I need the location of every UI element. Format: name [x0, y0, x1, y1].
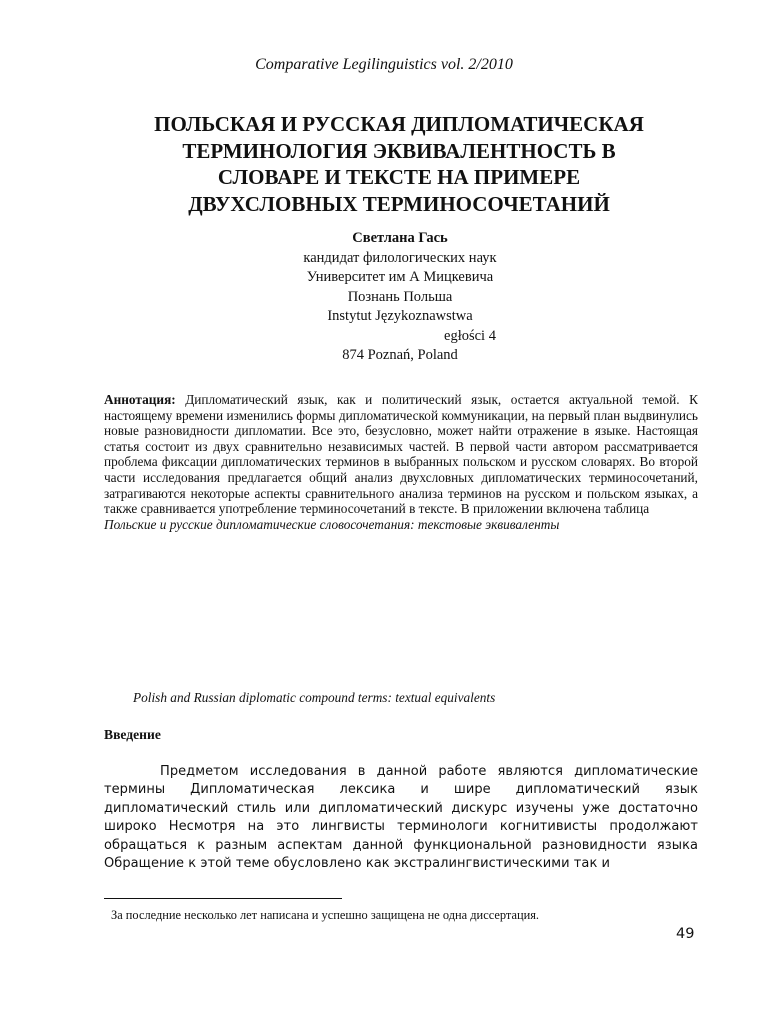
footnote-divider	[104, 898, 342, 899]
abstract-appendix-title: Польские и русские дипломатические словосочетания: текстовые эквиваленты	[104, 516, 560, 532]
journal-header: Comparative Legilinguistics vol. 2/2010	[255, 56, 513, 73]
author-city: Познань Польша	[347, 288, 453, 305]
body-paragraph: Предметом исследования в данной работе являются дипломатические термины Дипломатическая лексика и шире дипломатический язык дипломатический стиль или дипломатический дискурс изучены уже достаточно широко Несмотря на это лингвисты терминологи когнитивисты продолжают обращаться к разным аспектам данной функциональной разновидности языка Обращение к этой теме обусловлено как экстралингвистическими так и	[104, 764, 698, 872]
title-line: ТЕРМИНОЛОГИЯ ЭКВИВАЛЕНТНОСТЬ В	[182, 138, 616, 163]
author-university: Университет им А Мицкевича	[306, 269, 494, 285]
section-heading: Введение	[104, 727, 161, 742]
abstract	[104, 392, 698, 532]
english-title: Polish and Russian diplomatic compound terms: textual equivalents	[133, 690, 496, 705]
author-degree: кандидат филологических наук	[303, 249, 497, 266]
abstract-label: Аннотация:	[104, 392, 176, 407]
author-address-city: 874 Poznań, Poland	[342, 347, 458, 363]
title-line: СЛОВАРЕ И ТЕКСТЕ НА ПРИМЕРЕ	[217, 165, 581, 189]
title-line: ДВУХСЛОВНЫХ ТЕРМИНОСОЧЕТАНИЙ	[188, 191, 610, 216]
footnote: За последние несколько лет написана и успешно защищена не одна диссертация.	[111, 908, 539, 922]
article-title	[90, 111, 708, 217]
author-block	[0, 229, 768, 366]
page-number: 49	[676, 926, 695, 942]
author-address-street: egłości 4	[444, 327, 496, 344]
title-line: ПОЛЬСКАЯ И РУССКАЯ ДИПЛОМАТИЧЕСКАЯ	[154, 112, 644, 136]
author-name: Светлана Гась	[352, 230, 448, 246]
abstract-text: Дипломатический язык, как и политический язык, остается актуальной темой. К настоящему времени изменились формы дипломатической коммуникации, на первый план выдвинулись новые разновидности дипломатии. Все это, безусловно, может найти отражение в языке. Настоящая статья состоит из двух сравнительно независимых частей. В первой части автором рассматривается проблема фиксации дипломатических терминов в выбранных польском и русском словарях. Во второй части исследования предлагается общий анализ двухсловных дипломатических терминосочетаний, затрагиваются некоторые аспекты сравнительного анализа терминов на русском и польском языках, а также сравнивается употребление терминосочетаний в тексте. В приложении включена таблица	[104, 392, 698, 517]
author-institute: Instytut Językoznawstwa	[327, 308, 473, 324]
